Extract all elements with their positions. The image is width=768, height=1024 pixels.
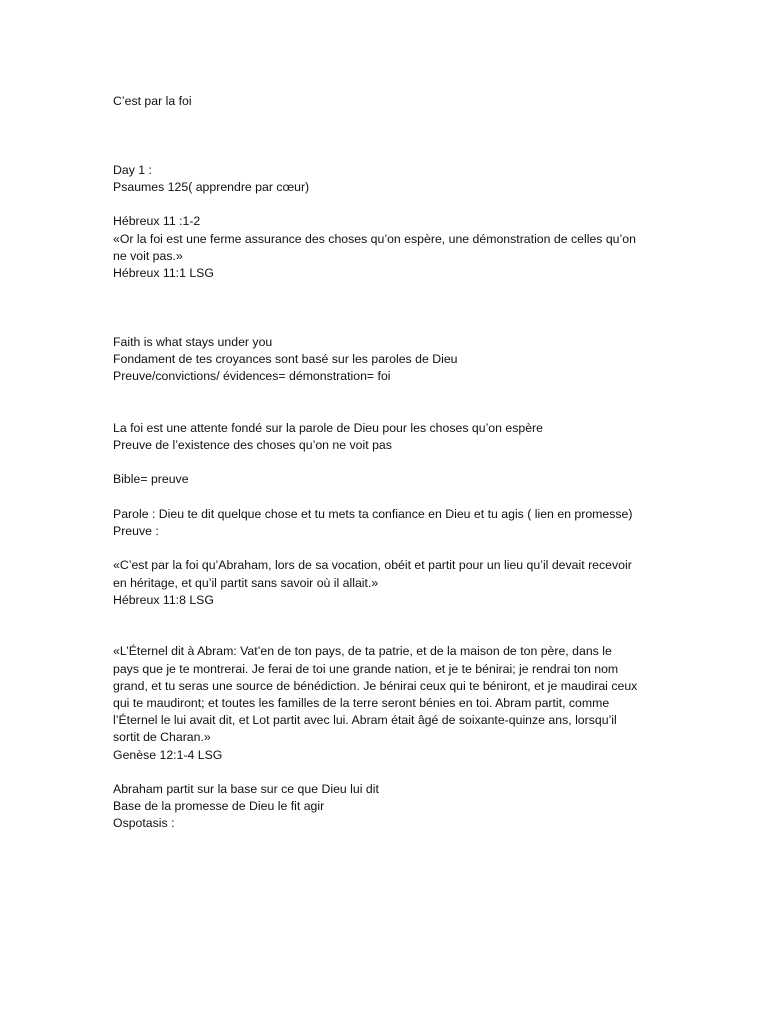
quote-reference: Genèse 12:1-4 LSG <box>113 747 223 762</box>
spacer <box>113 489 673 506</box>
quote-line: qui te maudiront; et toutes les familles de la terre seront bénies en toi. Abram partit, comme <box>113 695 610 710</box>
spacer <box>113 196 673 213</box>
spacer <box>113 282 673 334</box>
note-line: Abraham partit sur la base sur ce que Dieu lui dit <box>113 781 379 796</box>
spacer <box>113 385 673 419</box>
note-line: Ospotasis : <box>113 816 175 831</box>
quote-line: en héritage, et qu’il partit sans savoir où il allait.» <box>113 575 379 590</box>
note-line: La foi est une attente fondé sur la parole de Dieu pour les choses qu’on espère <box>113 420 543 435</box>
quote-line: «L’Éternel dit à Abram: Vat’en de ton pays, de ta patrie, et de la maison de ton père, dans le <box>113 644 612 659</box>
note-line: Fondament de tes croyances sont basé sur les paroles de Dieu <box>113 352 458 366</box>
spacer <box>113 454 673 471</box>
note-line: Base de la promesse de Dieu le fit agir <box>113 799 325 814</box>
day-heading: Day 1 : <box>113 162 152 177</box>
spacer <box>113 764 673 781</box>
note-line: Bible= preuve <box>113 472 189 487</box>
note-line: Preuve : <box>113 523 159 538</box>
note-line: Parole : Dieu te dit quelque chose et tu mets ta confiance en Dieu et tu agis ( lien en promesse) <box>113 506 633 521</box>
quote-line: «Or la foi est une ferme assurance des choses qu’on espère, une démonstration de celles qu’on <box>113 231 636 246</box>
quote-line: grand, et tu seras une source de bénédiction. Je bénirai ceux qui te béniront, et je maudirai ceux <box>113 678 638 693</box>
quote-line: l’Éternel le lui avait dit, et Lot partit avec lui. Abram était âgé de soixante-quinze ans, lorsqu’il <box>113 713 617 728</box>
note-line: Preuve de l’existence des choses qu’on ne voit pas <box>113 438 392 452</box>
document-body <box>113 93 673 833</box>
spacer <box>113 110 673 162</box>
memorize-line: Psaumes 125( apprendre par cœur) <box>113 180 310 194</box>
spacer <box>113 540 673 557</box>
quote-line: sortit de Charan.» <box>113 730 211 745</box>
quote-reference: Hébreux 11:8 LSG <box>113 592 214 607</box>
spacer <box>113 609 673 643</box>
quote-line: ne voit pas.» <box>113 248 183 263</box>
quote-reference: Hébreux 11:1 LSG <box>113 266 214 280</box>
note-line: Faith is what stays under you <box>113 334 273 349</box>
scripture-reference: Hébreux 11 :1-2 <box>113 214 201 229</box>
note-line: Preuve/convictions/ évidences= démonstration= foi <box>113 369 391 384</box>
quote-line: «C’est par la foi qu’Abraham, lors de sa vocation, obéit et partit pour un lieu qu’il devait recevoir <box>113 558 632 573</box>
quote-line: pays que je te montrerai. Je ferai de toi une grande nation, et je te bénirai; je rendrai ton nom <box>113 661 619 676</box>
document-title: C’est par la foi <box>113 94 192 108</box>
